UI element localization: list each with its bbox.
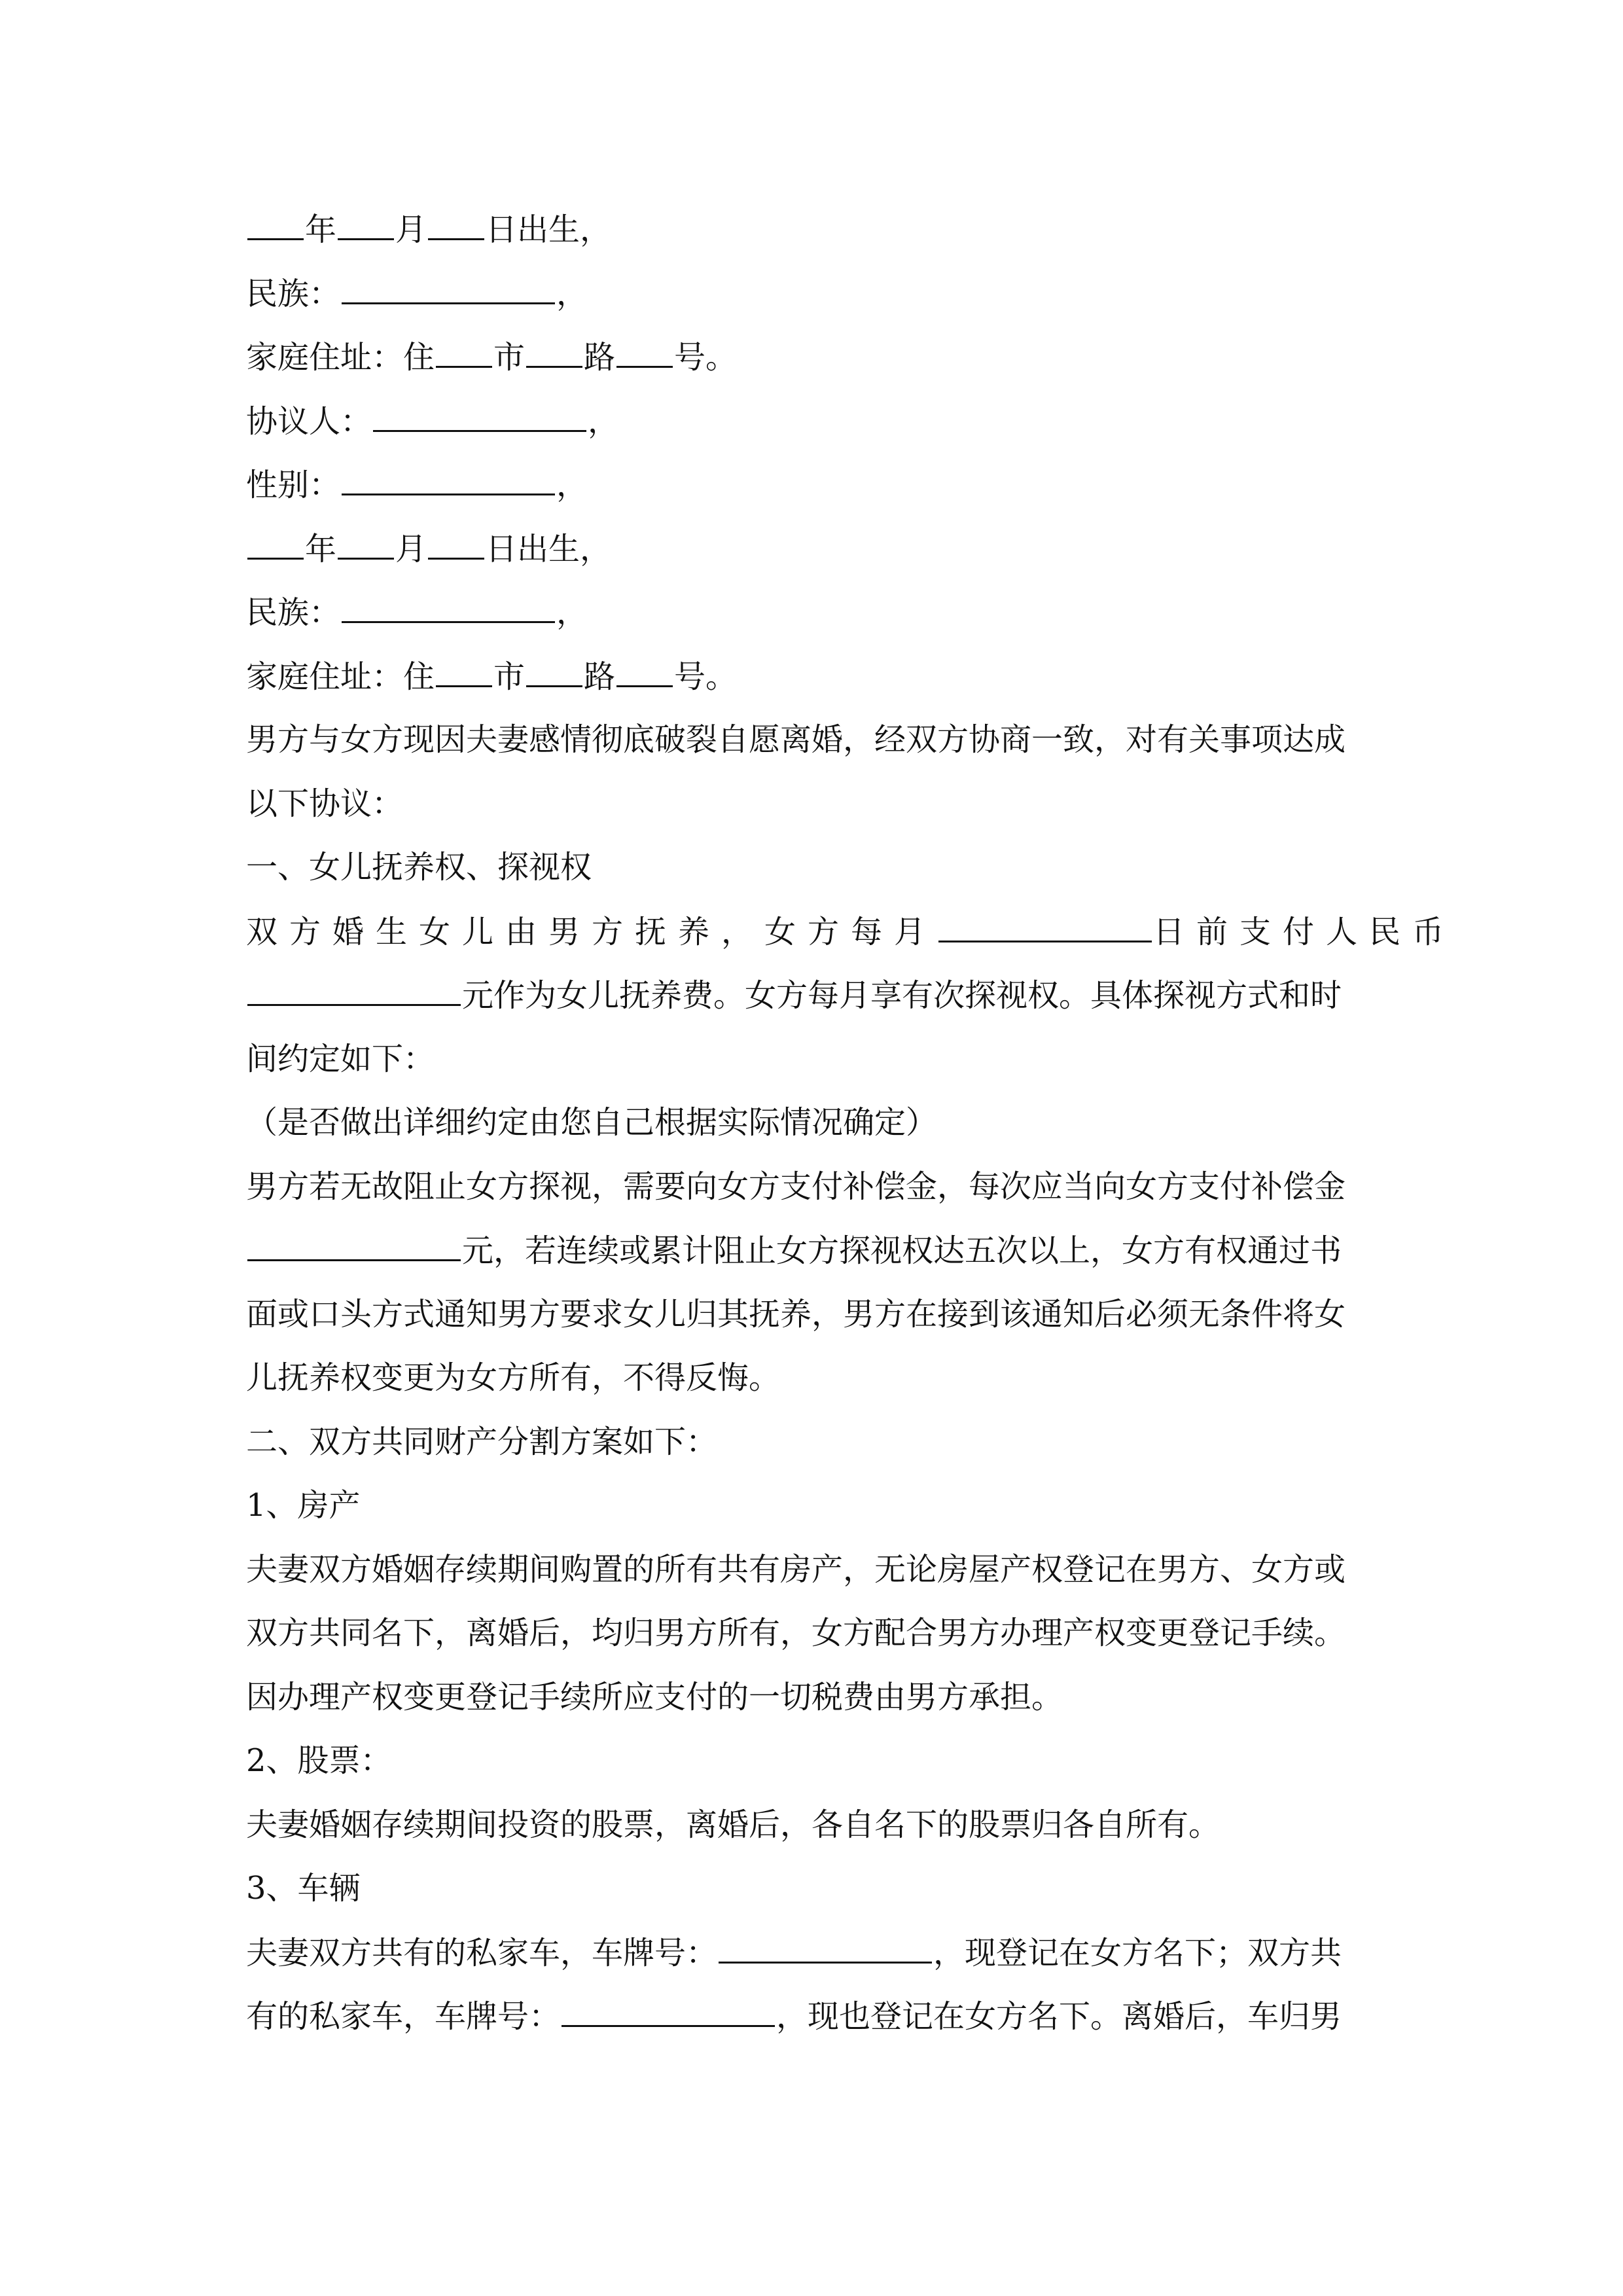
subsection-1-line-2: 双方共同名下，离婚后，均归男方所有，女方配合男方办理产权变更登记手续。 <box>246 1615 1346 1651</box>
section-1-line-7: 儿抚养权变更为女方所有，不得反悔。 <box>246 1359 781 1396</box>
blank-road <box>526 656 582 687</box>
blank-party <box>373 401 586 432</box>
gender-line <box>246 465 1398 505</box>
blank-city <box>436 656 492 687</box>
text: ，现也登记在女方名下。离婚后，车归男 <box>776 1998 1342 2035</box>
address-line-1 <box>246 337 1398 377</box>
city-label: 市 <box>493 339 526 376</box>
punct: ， <box>556 594 588 631</box>
blank-plate-number-2 <box>562 1996 775 2027</box>
text: 元作为女儿抚养费。女方每月享有次探视权。具体探视方式和时 <box>462 977 1342 1014</box>
blank-day <box>428 209 484 240</box>
party-line <box>246 401 1398 441</box>
punct: ， <box>588 403 620 440</box>
intro-paragraph-line-2: 以下协议： <box>246 785 404 822</box>
year-label: 年 <box>305 531 337 567</box>
subsection-3-title: 3、车辆 <box>246 1870 361 1907</box>
punct: ， <box>556 276 588 312</box>
ethnicity-label: 民族： <box>246 594 341 631</box>
road-label: 路 <box>584 658 616 695</box>
birth-date-line-2 <box>246 529 1398 569</box>
party-label: 协议人： <box>246 403 372 440</box>
text: 有的私家车，车牌号： <box>246 1998 561 2035</box>
subsection-3-line-1 <box>246 1933 1398 1973</box>
section-1-line-4: 男方若无故阻止女方探视，需要向女方支付补偿金，每次应当向女方支付补偿金 <box>246 1168 1346 1205</box>
blank-year <box>247 529 304 560</box>
subsection-2-title: 2、股票： <box>246 1742 392 1779</box>
blank-year <box>247 209 304 240</box>
text: 双方婚生女儿由男方抚养，女方每月 <box>246 914 938 950</box>
blank-gender <box>342 465 555 495</box>
blank-day <box>428 529 484 560</box>
text: 元，若连续或累计阻止女方探视权达五次以上，女方有权通过书 <box>462 1232 1342 1269</box>
blank-city <box>436 337 492 368</box>
blank-ethnicity <box>342 592 555 623</box>
birth-date-line-1 <box>246 209 1398 249</box>
text: 夫妻双方共有的私家车，车牌号： <box>246 1935 718 1971</box>
number-label: 号。 <box>674 339 738 376</box>
number-label: 号。 <box>674 658 738 695</box>
subsection-1-line-1: 夫妻双方婚姻存续期间购置的所有共有房产，无论房屋产权登记在男方、女方或 <box>246 1551 1346 1588</box>
year-label: 年 <box>305 211 337 248</box>
address-line-2 <box>246 656 1398 696</box>
section-1-line-3: 间约定如下： <box>246 1041 435 1077</box>
intro-paragraph-line-1: 男方与女方现因夫妻感情彻底破裂自愿离婚，经双方协商一致，对有关事项达成 <box>246 721 1346 758</box>
month-label: 月 <box>395 531 427 567</box>
text: 日前支付人民币 <box>1153 914 1456 950</box>
blank-pay-day <box>938 912 1152 942</box>
punct: ， <box>556 467 588 503</box>
subsection-2-line-1: 夫妻婚姻存续期间投资的股票，离婚后，各自名下的股票归各自所有。 <box>246 1806 1221 1843</box>
month-label: 月 <box>395 211 427 248</box>
ethnicity-line-1 <box>246 274 1398 314</box>
gender-label: 性别： <box>246 467 341 503</box>
section-1-line-2 <box>246 975 1398 1015</box>
blank-road <box>526 337 582 368</box>
subsection-3-line-2 <box>246 1996 1398 2036</box>
ethnicity-line-2 <box>246 592 1398 632</box>
section-1-line-1 <box>246 912 1456 952</box>
subsection-1-line-3: 因办理产权变更登记手续所应支付的一切税费由男方承担。 <box>246 1679 1063 1715</box>
road-label: 路 <box>584 339 616 376</box>
blank-number <box>616 337 673 368</box>
blank-compensation-amount <box>247 1230 461 1261</box>
day-label: 日出生， <box>486 211 612 248</box>
section-1-note: （是否做出详细约定由您自己根据实际情况确定） <box>246 1104 938 1141</box>
subsection-1-title: 1、房产 <box>246 1487 361 1524</box>
blank-plate-number-1 <box>719 1933 932 1964</box>
section-1-line-5 <box>246 1230 1398 1270</box>
section-1-title: 一、女儿抚养权、探视权 <box>246 849 592 886</box>
ethnicity-label: 民族： <box>246 276 341 312</box>
section-1-line-6: 面或口头方式通知男方要求女儿归其抚养，男方在接到该通知后必须无条件将女 <box>246 1296 1346 1333</box>
blank-number <box>616 656 673 687</box>
address-label: 家庭住址：住 <box>246 658 435 695</box>
day-label: 日出生， <box>486 531 612 567</box>
city-label: 市 <box>493 658 526 695</box>
blank-ethnicity <box>342 274 555 304</box>
address-label: 家庭住址：住 <box>246 339 435 376</box>
text: ，现登记在女方名下；双方共 <box>933 1935 1342 1971</box>
blank-support-amount <box>247 975 461 1006</box>
blank-month <box>338 209 394 240</box>
section-2-title: 二、双方共同财产分割方案如下： <box>246 1424 718 1460</box>
blank-month <box>338 529 394 560</box>
